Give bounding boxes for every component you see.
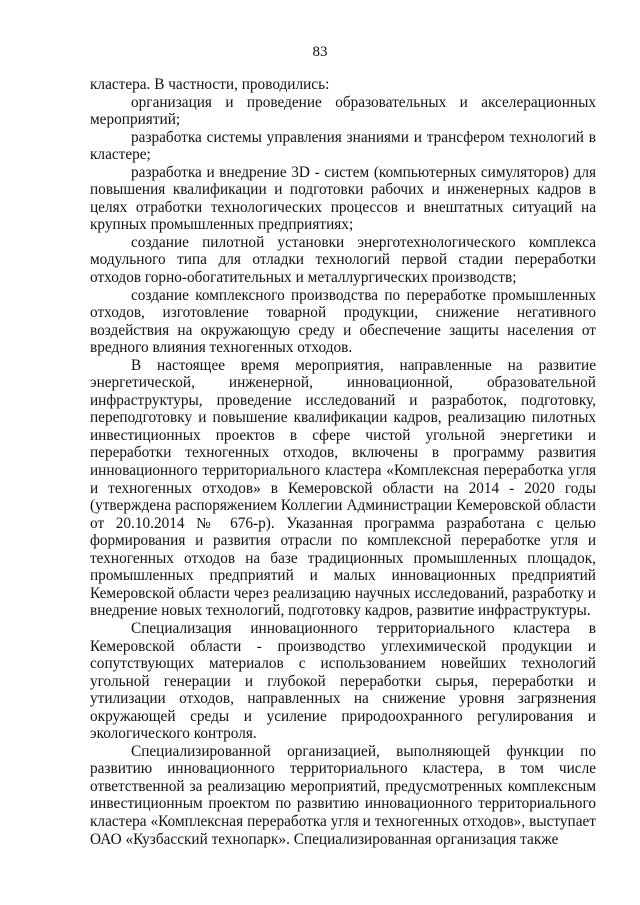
list-item-3d-simulators: разработка и внедрение 3D - систем (компьютерных симуляторов) для повышения квалификации и подготовки рабочих и инженерных кадров в целях отработки технологических процессов и внештатных ситуаций на крупных промышленных предприятиях; bbox=[90, 163, 596, 234]
paragraph-specialization: Специализация инновационного территориального кластера в Кемеровской области - производство углехимической продукции и сопутствующих материалов с использованием новейших технологий угольной генерации и глубокой переработки сырья, переработки и утилизации отходов, направленных на снижение уровня загрязнения окружающей среды и усиление природоохранного регулирования и экологического контроля. bbox=[90, 619, 596, 743]
list-item-waste-processing: создание комплексного производства по переработке промышленных отходов, изготовление товарной продукции, снижение негативного воздействия на окружающую среду и обеспечение защиты населения от вредного влияния техногенных отходов. bbox=[90, 286, 596, 357]
paragraph-continuation: кластера. В частности, проводились: bbox=[90, 76, 330, 93]
list-item-acceleration-events: организация и проведение образовательных и акселерационных мероприятий; bbox=[90, 93, 596, 129]
document-body bbox=[90, 76, 596, 848]
page-number: 83 bbox=[312, 44, 328, 60]
paragraph-cluster-program: В настоящее время мероприятия, направленные на развитие энергетической, инженерной, инновационной, образовательной инфраструктуры, проведение исследований и разработок, подготовку, переподготовку и повышение квалификации кадров, реализацию пилотных инвестиционных проектов в сфере чистой угольной энергетики и переработки техногенных отходов, включены в программу развития инновационного территориального кластера «Комплексная переработка угля и техногенных отходов» в Кемеровской области на 2014 - 2020 годы (утверждена распоряжением Коллегии Администрации Кемеровской области от 20.10.2014 № 676-р). Указанная программа разработана с целью формирования и развития отрасли по комплексной переработке угля и техногенных отходов на базе традиционных промышленных площадок, промышленных предприятий и малых инновационных предприятий Кемеровской области через реализацию научных исследований, разработку и внедрение новых технологий, подготовку кадров, развитие инфраструктуры. bbox=[90, 356, 596, 620]
paragraph-specialized-organization: Специализированной организацией, выполняющей функции по развитию инновационного территориального кластера, в том числе ответственной за реализацию мероприятий, предусмотренных комплексным инвестиционным проектом по развитию инновационного территориального кластера «Комплексная переработка угля и техногенных отходов», выступает ОАО «Кузбасский технопарк». Специализированная организация также bbox=[90, 742, 596, 848]
list-item-pilot-installation: создание пилотной установки энерготехнологического комплекса модульного типа для отладки технологий первой стадии переработки отходов горно-обогатительных и металлургических производств; bbox=[90, 233, 596, 287]
list-item-knowledge-management: разработка системы управления знаниями и трансфером технологий в кластере; bbox=[90, 128, 596, 164]
